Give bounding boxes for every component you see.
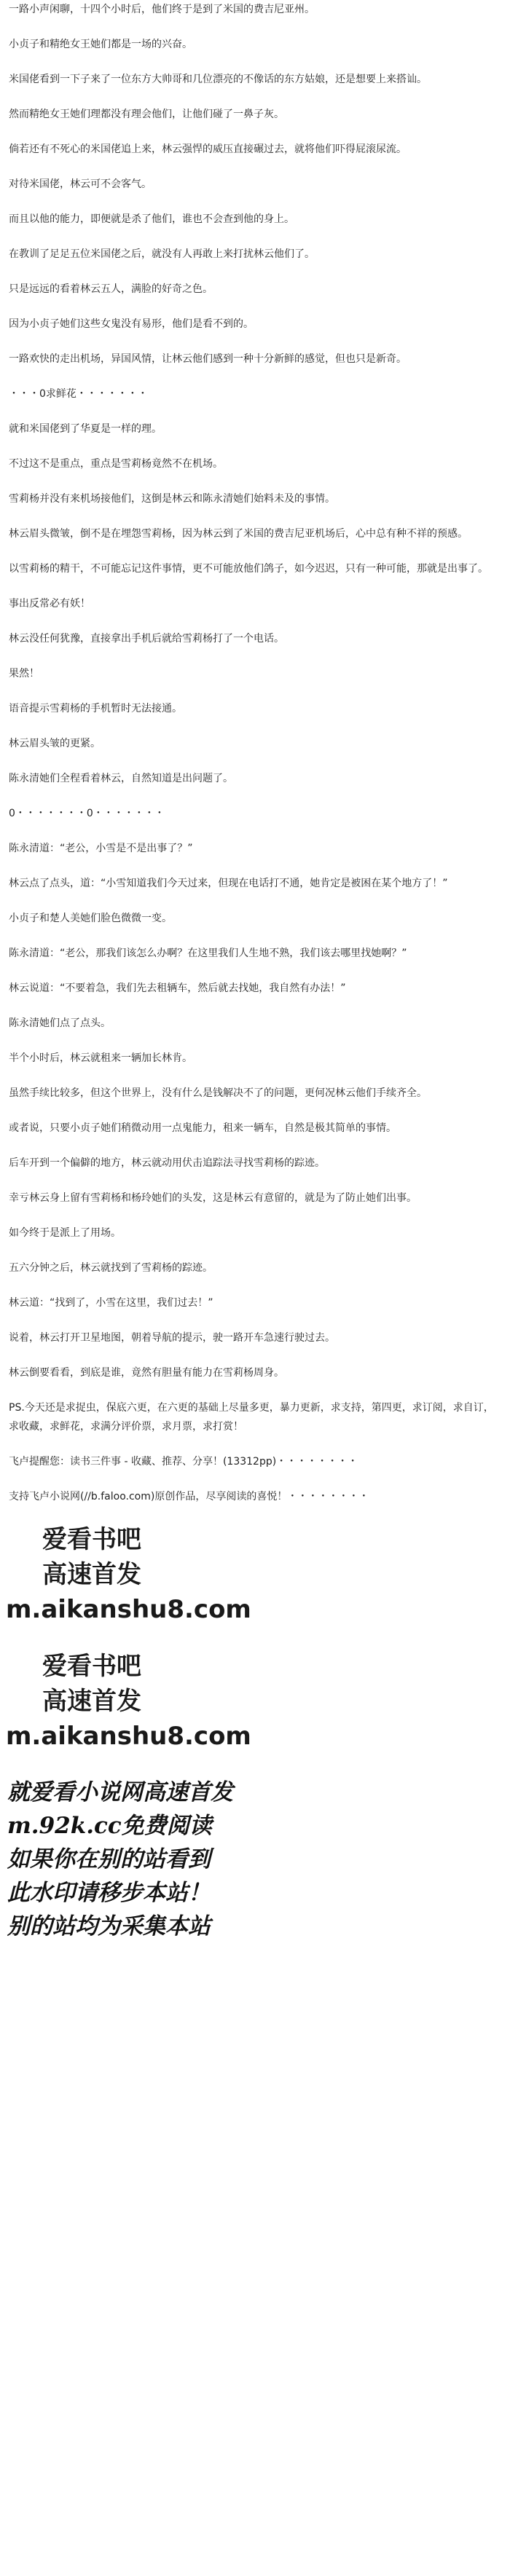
watermark-line: 爱看书吧	[42, 1525, 141, 1554]
footer-line: 别的站均为采集本站	[7, 1913, 211, 1939]
paragraph: 因为小贞子她们这些女鬼没有易形，他们是看不到的。	[9, 318, 254, 330]
paragraph: 语音提示雪莉杨的手机暂时无法接通。	[9, 703, 182, 714]
paragraph: 雪莉杨并没有来机场接他们，这倒是林云和陈永清她们始料未及的事情。	[9, 493, 335, 505]
paragraph: 事出反常必有妖！	[9, 598, 90, 610]
paragraph: 如今终于是派上了用场。	[9, 1227, 121, 1239]
footer-line: 此水印请移步本站！	[7, 1880, 211, 1906]
paragraph: 陈永清道：“老公，小雪是不是出事了？”	[9, 843, 193, 854]
paragraph: 陈永清她们全程看着林云，自然知道是出问题了。	[9, 773, 233, 784]
paragraph: 五六分钟之后，林云就找到了雪莉杨的踪迹。	[9, 1262, 213, 1274]
paragraph: 以雪莉杨的精干，不可能忘记这件事情，更不可能放他们鸽子，如今迟迟，只有一种可能，那就是出事了。	[9, 563, 488, 575]
paragraph: 林云没任何犹豫，直接拿出手机后就给雪莉杨打了一个电话。	[9, 633, 284, 645]
watermark-block	[0, 1522, 510, 1627]
paragraph: 后车开到一个偏僻的地方，林云就动用伏击追踪法寻找雪莉杨的踪迹。	[9, 1157, 325, 1169]
footer-line: 就爱看小说网高速首发	[7, 1779, 233, 1805]
paragraph: 林云眉头微皱，倒不是在埋怨雪莉杨，因为林云到了米国的费吉尼亚机场后，心中总有种不祥的预感。	[9, 528, 468, 540]
paragraph: 陈永清道：“老公，那我们该怎么办啊？在这里我们人生地不熟，我们该去哪里找她啊？”	[9, 948, 407, 959]
paragraph: 林云说道：“不要着急，我们先去租辆车，然后就去找她，我自然有办法！”	[9, 982, 346, 994]
watermark-line: 爱看书吧	[42, 1652, 141, 1681]
paragraph: 林云眉头皱的更紧。	[9, 738, 101, 749]
paragraph: 只是远远的看着林云五人，满脸的好奇之色。	[9, 283, 213, 295]
promo-line: 飞卢提醒您：读书三件事 - 收藏、推荐、分享！(13312pp)・・・・・・・・	[9, 1456, 358, 1468]
paragraph: PS.今天还是求捉虫，保底六更，在六更的基础上尽量多更，暴力更新，求支持，第四更，求订阅，求自订，求收藏，求鲜花，求满分评价票，求月票，求打赏！	[9, 1402, 494, 1433]
paragraph: 就和米国佬到了华夏是一样的理。	[9, 423, 162, 435]
paragraph: 幸亏林云身上留有雪莉杨和杨玲她们的头发，这是林云有意留的，就是为了防止她们出事。	[9, 1192, 417, 1204]
watermark-line: 高速首发	[42, 1687, 141, 1716]
paragraph: ・・・0求鲜花・・・・・・・	[9, 388, 148, 400]
paragraph: 倘若还有不死心的米国佬追上来，林云强悍的威压直接碾过去，就将他们吓得屁滚尿流。	[9, 143, 407, 155]
promo-line: 支持飞卢小说网(//b.faloo.com)原创作品，尽享阅读的喜悦！・・・・・・・・	[9, 1491, 369, 1502]
watermark-url: m.aikanshu8.com	[6, 1722, 251, 1751]
paragraph: 虽然手续比较多，但这个世界上，没有什么是钱解决不了的问题，更何况林云他们手续齐全。	[9, 1087, 427, 1099]
paragraph: 半个小时后，林云就租来一辆加长林肯。	[9, 1052, 192, 1064]
paragraph: 不过这不是重点，重点是雪莉杨竟然不在机场。	[9, 458, 223, 470]
footer-watermark	[0, 1776, 510, 1943]
footer-line: 如果你在别的站看到	[7, 1846, 211, 1872]
paragraph: 林云倒要看看，到底是谁，竟然有胆量有能力在雪莉杨周身。	[9, 1367, 284, 1379]
watermark-block	[0, 1649, 510, 1754]
paragraph: 小贞子和精绝女王她们都是一场的兴奋。	[9, 39, 192, 50]
paragraph: 小贞子和楚人美她们脸色微微一变。	[9, 913, 172, 924]
paragraph: 在教训了足足五位米国佬之后，就没有人再敢上来打扰林云他们了。	[9, 248, 315, 260]
paragraph: 而且以他的能力，即便就是杀了他们，谁也不会查到他的身上。	[9, 213, 294, 225]
paragraph: 米国佬看到一下子来了一位东方大帅哥和几位漂亮的不像话的东方姑娘，还是想要上来搭讪。	[9, 74, 427, 85]
watermark-url: m.aikanshu8.com	[6, 1595, 251, 1624]
footer-line: m.92k.cc免费阅读	[7, 1813, 212, 1839]
paragraph: 陈永清她们点了点头。	[9, 1017, 111, 1029]
paragraph: 林云道：“找到了，小雪在这里，我们过去！”	[9, 1297, 213, 1309]
paragraph: 说着，林云打开卫星地图，朝着导航的提示，驶一路开车急速行驶过去。	[9, 1332, 335, 1344]
paragraph: 0・・・・・・・0・・・・・・・	[9, 808, 165, 819]
paragraph: 一路欢快的走出机场，异国风情，让林云他们感到一种十分新鲜的感觉，但也只是新奇。	[9, 353, 407, 365]
paragraph: 然而精绝女王她们理都没有理会他们，让他们碰了一鼻子灰。	[9, 109, 284, 120]
paragraph: 果然！	[9, 668, 39, 680]
paragraph: 林云点了点头，道：“小雪知道我们今天过来，但现在电话打不通，她肯定是被困在某个地方了！”	[9, 878, 448, 889]
paragraph: 或者说，只要小贞子她们稍微动用一点鬼能力，租来一辆车，自然是极其简单的事情。	[9, 1122, 396, 1134]
watermark-line: 高速首发	[42, 1560, 141, 1589]
paragraph: 对待米国佬，林云可不会客气。	[9, 178, 152, 190]
paragraph: 一路小声闲聊，十四个小时后，他们终于是到了米国的费吉尼亚州。	[9, 4, 315, 15]
